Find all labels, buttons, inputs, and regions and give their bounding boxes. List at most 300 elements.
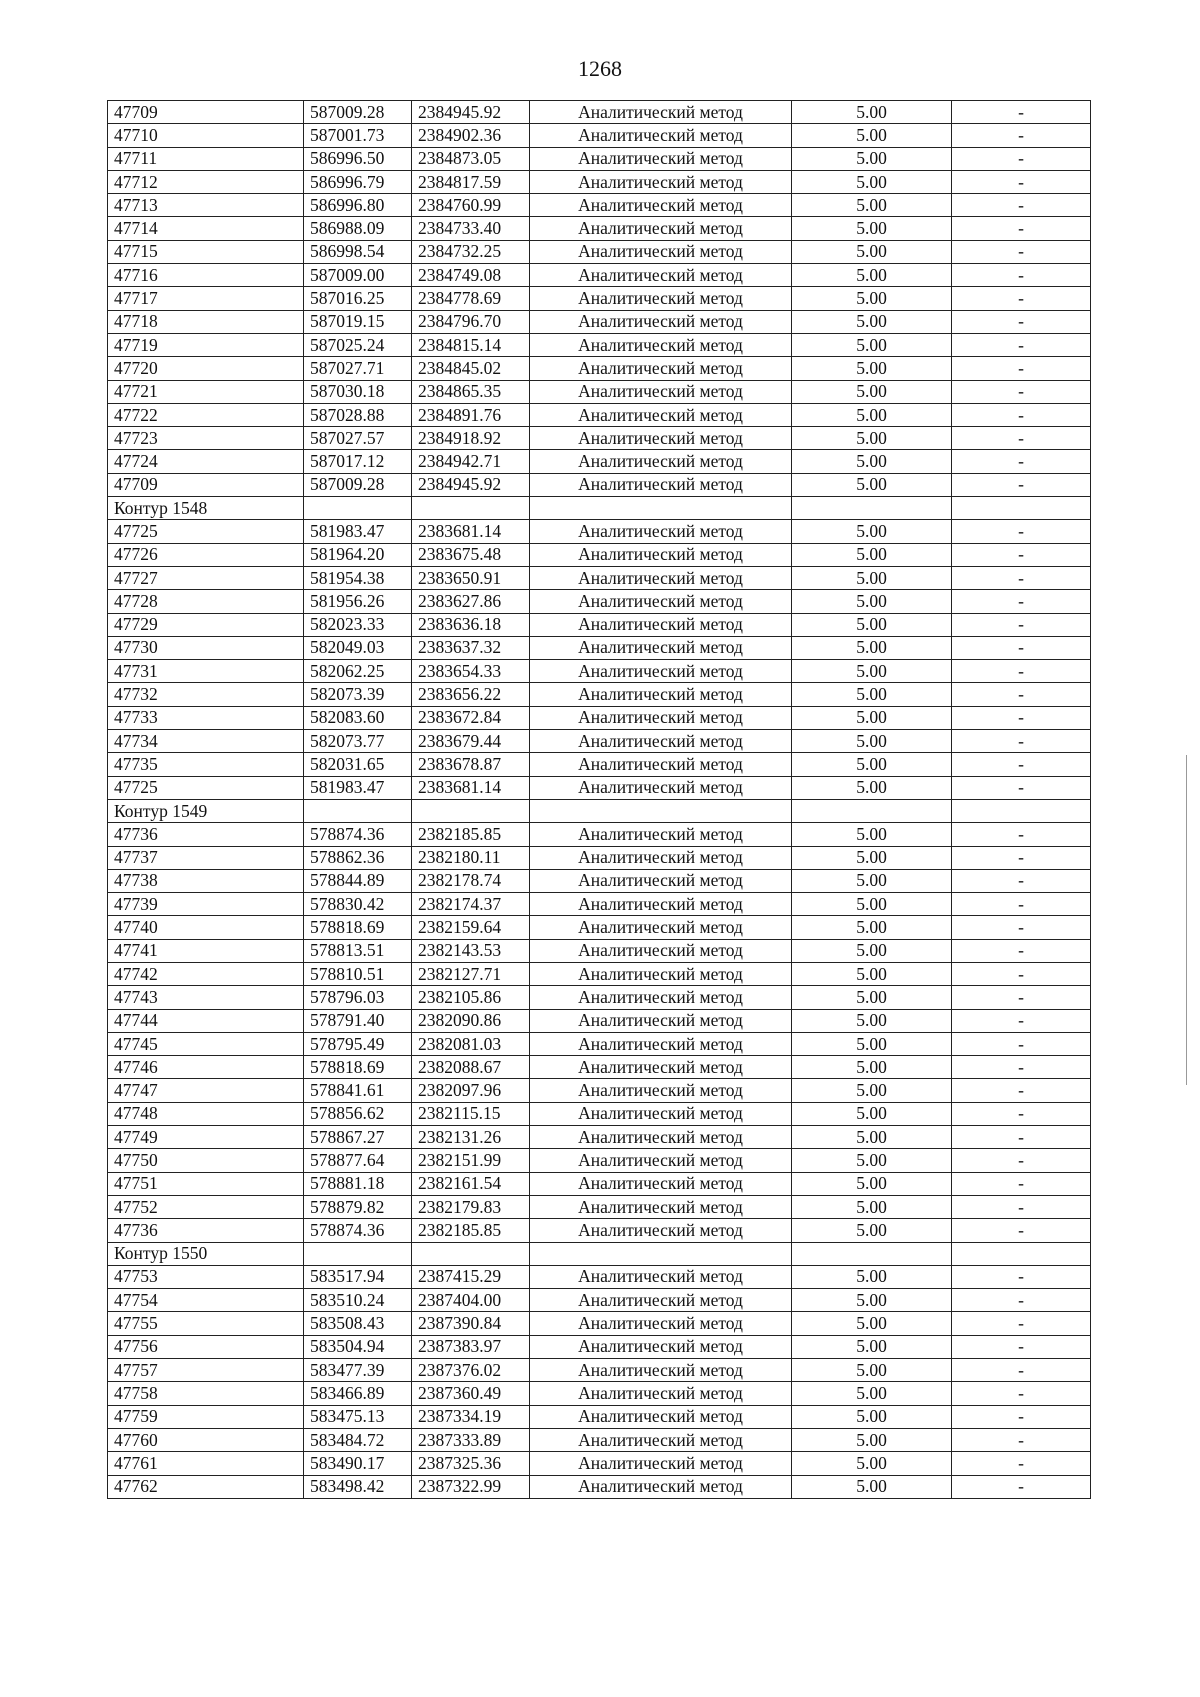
accuracy-cell: 5.00 xyxy=(792,1265,952,1288)
accuracy-cell: 5.00 xyxy=(792,613,952,636)
x-coordinate-cell: 578877.64 xyxy=(304,1149,412,1172)
x-coordinate-cell: 582083.60 xyxy=(304,706,412,729)
dash-cell: - xyxy=(952,660,1091,683)
table-row xyxy=(108,1428,1091,1451)
method-cell: Аналитический метод xyxy=(530,1382,792,1405)
accuracy-cell: 5.00 xyxy=(792,1289,952,1312)
dash-cell: - xyxy=(952,1149,1091,1172)
y-coordinate-cell: 2382131.26 xyxy=(412,1126,530,1149)
accuracy-cell: 5.00 xyxy=(792,450,952,473)
method-cell: Аналитический метод xyxy=(530,287,792,310)
dash-cell: - xyxy=(952,846,1091,869)
x-coordinate-cell: 587027.71 xyxy=(304,357,412,380)
accuracy-cell: 5.00 xyxy=(792,403,952,426)
x-coordinate-cell: 578874.36 xyxy=(304,1219,412,1242)
method-cell: Аналитический метод xyxy=(530,147,792,170)
dash-cell: - xyxy=(952,1289,1091,1312)
table-row xyxy=(108,543,1091,566)
method-cell: Аналитический метод xyxy=(530,1172,792,1195)
point-id-cell: 47716 xyxy=(108,264,304,287)
x-coordinate-cell: 578862.36 xyxy=(304,846,412,869)
y-coordinate-cell: 2383675.48 xyxy=(412,543,530,566)
empty-cell xyxy=(530,799,792,822)
x-coordinate-cell: 583484.72 xyxy=(304,1428,412,1451)
y-coordinate-cell: 2382081.03 xyxy=(412,1032,530,1055)
dash-cell: - xyxy=(952,916,1091,939)
method-cell: Аналитический метод xyxy=(530,1265,792,1288)
point-id-cell: 47712 xyxy=(108,170,304,193)
contour-header-row xyxy=(108,497,1091,520)
table-row xyxy=(108,287,1091,310)
dash-cell: - xyxy=(952,287,1091,310)
y-coordinate-cell: 2382174.37 xyxy=(412,893,530,916)
method-cell: Аналитический метод xyxy=(530,846,792,869)
method-cell: Аналитический метод xyxy=(530,1195,792,1218)
point-id-cell: 47750 xyxy=(108,1149,304,1172)
x-coordinate-cell: 583475.13 xyxy=(304,1405,412,1428)
x-coordinate-cell: 583510.24 xyxy=(304,1289,412,1312)
y-coordinate-cell: 2387334.19 xyxy=(412,1405,530,1428)
x-coordinate-cell: 578810.51 xyxy=(304,962,412,985)
dash-cell: - xyxy=(952,962,1091,985)
point-id-cell: 47717 xyxy=(108,287,304,310)
accuracy-cell: 5.00 xyxy=(792,986,952,1009)
method-cell: Аналитический метод xyxy=(530,730,792,753)
table-row xyxy=(108,1126,1091,1149)
table-row xyxy=(108,683,1091,706)
dash-cell: - xyxy=(952,1475,1091,1498)
x-coordinate-cell: 586988.09 xyxy=(304,217,412,240)
table-row xyxy=(108,706,1091,729)
table-row xyxy=(108,1009,1091,1032)
x-coordinate-cell: 582023.33 xyxy=(304,613,412,636)
method-cell: Аналитический метод xyxy=(530,893,792,916)
table-row xyxy=(108,1289,1091,1312)
method-cell: Аналитический метод xyxy=(530,403,792,426)
dash-cell: - xyxy=(952,450,1091,473)
table-row xyxy=(108,1032,1091,1055)
method-cell: Аналитический метод xyxy=(530,520,792,543)
method-cell: Аналитический метод xyxy=(530,1219,792,1242)
dash-cell: - xyxy=(952,939,1091,962)
accuracy-cell: 5.00 xyxy=(792,194,952,217)
x-coordinate-cell: 587030.18 xyxy=(304,380,412,403)
x-coordinate-cell: 581956.26 xyxy=(304,590,412,613)
table-row xyxy=(108,217,1091,240)
accuracy-cell: 5.00 xyxy=(792,1335,952,1358)
method-cell: Аналитический метод xyxy=(530,823,792,846)
dash-cell: - xyxy=(952,590,1091,613)
table-row xyxy=(108,240,1091,263)
point-id-cell: 47738 xyxy=(108,869,304,892)
point-id-cell: 47719 xyxy=(108,333,304,356)
table-row xyxy=(108,101,1091,124)
point-id-cell: 47742 xyxy=(108,962,304,985)
accuracy-cell: 5.00 xyxy=(792,1405,952,1428)
point-id-cell: 47753 xyxy=(108,1265,304,1288)
dash-cell: - xyxy=(952,1219,1091,1242)
table-row xyxy=(108,124,1091,147)
accuracy-cell: 5.00 xyxy=(792,124,952,147)
accuracy-cell: 5.00 xyxy=(792,217,952,240)
table-row xyxy=(108,170,1091,193)
accuracy-cell: 5.00 xyxy=(792,1126,952,1149)
y-coordinate-cell: 2387333.89 xyxy=(412,1428,530,1451)
table-row xyxy=(108,380,1091,403)
point-id-cell: 47733 xyxy=(108,706,304,729)
point-id-cell: 47759 xyxy=(108,1405,304,1428)
accuracy-cell: 5.00 xyxy=(792,1475,952,1498)
x-coordinate-cell: 578813.51 xyxy=(304,939,412,962)
point-id-cell: 47746 xyxy=(108,1056,304,1079)
x-coordinate-cell: 586996.80 xyxy=(304,194,412,217)
method-cell: Аналитический метод xyxy=(530,1032,792,1055)
point-id-cell: 47725 xyxy=(108,776,304,799)
dash-cell: - xyxy=(952,170,1091,193)
x-coordinate-cell: 578818.69 xyxy=(304,1056,412,1079)
x-coordinate-cell: 582073.77 xyxy=(304,730,412,753)
y-coordinate-cell: 2387390.84 xyxy=(412,1312,530,1335)
y-coordinate-cell: 2382159.64 xyxy=(412,916,530,939)
point-id-cell: 47710 xyxy=(108,124,304,147)
x-coordinate-cell: 581954.38 xyxy=(304,566,412,589)
x-coordinate-cell: 587009.00 xyxy=(304,264,412,287)
accuracy-cell: 5.00 xyxy=(792,1172,952,1195)
point-id-cell: 47756 xyxy=(108,1335,304,1358)
x-coordinate-cell: 578867.27 xyxy=(304,1126,412,1149)
method-cell: Аналитический метод xyxy=(530,333,792,356)
y-coordinate-cell: 2384865.35 xyxy=(412,380,530,403)
method-cell: Аналитический метод xyxy=(530,776,792,799)
method-cell: Аналитический метод xyxy=(530,1102,792,1125)
point-id-cell: 47761 xyxy=(108,1452,304,1475)
y-coordinate-cell: 2383627.86 xyxy=(412,590,530,613)
x-coordinate-cell: 586996.79 xyxy=(304,170,412,193)
contour-label: Контур 1548 xyxy=(108,497,304,520)
dash-cell: - xyxy=(952,730,1091,753)
point-id-cell: 47730 xyxy=(108,636,304,659)
table-row xyxy=(108,916,1091,939)
method-cell: Аналитический метод xyxy=(530,1126,792,1149)
y-coordinate-cell: 2387415.29 xyxy=(412,1265,530,1288)
accuracy-cell: 5.00 xyxy=(792,893,952,916)
y-coordinate-cell: 2384891.76 xyxy=(412,403,530,426)
y-coordinate-cell: 2382161.54 xyxy=(412,1172,530,1195)
dash-cell: - xyxy=(952,776,1091,799)
dash-cell: - xyxy=(952,986,1091,1009)
coordinates-table xyxy=(107,100,1091,1499)
x-coordinate-cell: 586996.50 xyxy=(304,147,412,170)
point-id-cell: 47757 xyxy=(108,1359,304,1382)
accuracy-cell: 5.00 xyxy=(792,357,952,380)
accuracy-cell: 5.00 xyxy=(792,1382,952,1405)
table-row xyxy=(108,1079,1091,1102)
table-row xyxy=(108,636,1091,659)
point-id-cell: 47728 xyxy=(108,590,304,613)
accuracy-cell: 5.00 xyxy=(792,240,952,263)
y-coordinate-cell: 2384817.59 xyxy=(412,170,530,193)
dash-cell: - xyxy=(952,520,1091,543)
accuracy-cell: 5.00 xyxy=(792,566,952,589)
dash-cell: - xyxy=(952,1102,1091,1125)
x-coordinate-cell: 582062.25 xyxy=(304,660,412,683)
y-coordinate-cell: 2384733.40 xyxy=(412,217,530,240)
point-id-cell: 47760 xyxy=(108,1428,304,1451)
accuracy-cell: 5.00 xyxy=(792,1219,952,1242)
scan-edge-line xyxy=(1186,755,1187,1085)
y-coordinate-cell: 2382179.83 xyxy=(412,1195,530,1218)
point-id-cell: 47736 xyxy=(108,1219,304,1242)
table-row xyxy=(108,1405,1091,1428)
y-coordinate-cell: 2383656.22 xyxy=(412,683,530,706)
y-coordinate-cell: 2383654.33 xyxy=(412,660,530,683)
empty-cell xyxy=(412,1242,530,1265)
point-id-cell: 47725 xyxy=(108,520,304,543)
point-id-cell: 47744 xyxy=(108,1009,304,1032)
method-cell: Аналитический метод xyxy=(530,1452,792,1475)
point-id-cell: 47711 xyxy=(108,147,304,170)
method-cell: Аналитический метод xyxy=(530,1289,792,1312)
empty-cell xyxy=(304,799,412,822)
x-coordinate-cell: 578881.18 xyxy=(304,1172,412,1195)
x-coordinate-cell: 583477.39 xyxy=(304,1359,412,1382)
dash-cell: - xyxy=(952,310,1091,333)
table-row xyxy=(108,450,1091,473)
x-coordinate-cell: 587016.25 xyxy=(304,287,412,310)
point-id-cell: 47741 xyxy=(108,939,304,962)
accuracy-cell: 5.00 xyxy=(792,916,952,939)
dash-cell: - xyxy=(952,380,1091,403)
point-id-cell: 47739 xyxy=(108,893,304,916)
x-coordinate-cell: 578879.82 xyxy=(304,1195,412,1218)
point-id-cell: 47755 xyxy=(108,1312,304,1335)
x-coordinate-cell: 587028.88 xyxy=(304,403,412,426)
method-cell: Аналитический метод xyxy=(530,753,792,776)
table-row xyxy=(108,730,1091,753)
empty-cell xyxy=(304,1242,412,1265)
table-row xyxy=(108,776,1091,799)
x-coordinate-cell: 587001.73 xyxy=(304,124,412,147)
x-coordinate-cell: 578818.69 xyxy=(304,916,412,939)
point-id-cell: 47735 xyxy=(108,753,304,776)
x-coordinate-cell: 583498.42 xyxy=(304,1475,412,1498)
y-coordinate-cell: 2382178.74 xyxy=(412,869,530,892)
point-id-cell: 47718 xyxy=(108,310,304,333)
method-cell: Аналитический метод xyxy=(530,1428,792,1451)
x-coordinate-cell: 587019.15 xyxy=(304,310,412,333)
accuracy-cell: 5.00 xyxy=(792,660,952,683)
method-cell: Аналитический метод xyxy=(530,124,792,147)
accuracy-cell: 5.00 xyxy=(792,730,952,753)
table-row xyxy=(108,823,1091,846)
point-id-cell: 47747 xyxy=(108,1079,304,1102)
method-cell: Аналитический метод xyxy=(530,869,792,892)
y-coordinate-cell: 2384749.08 xyxy=(412,264,530,287)
accuracy-cell: 5.00 xyxy=(792,147,952,170)
dash-cell: - xyxy=(952,1056,1091,1079)
y-coordinate-cell: 2384778.69 xyxy=(412,287,530,310)
dash-cell: - xyxy=(952,473,1091,496)
method-cell: Аналитический метод xyxy=(530,217,792,240)
dash-cell: - xyxy=(952,1452,1091,1475)
method-cell: Аналитический метод xyxy=(530,939,792,962)
method-cell: Аналитический метод xyxy=(530,683,792,706)
table-row xyxy=(108,194,1091,217)
method-cell: Аналитический метод xyxy=(530,310,792,333)
y-coordinate-cell: 2384732.25 xyxy=(412,240,530,263)
point-id-cell: 47736 xyxy=(108,823,304,846)
table-row xyxy=(108,846,1091,869)
y-coordinate-cell: 2382151.99 xyxy=(412,1149,530,1172)
x-coordinate-cell: 582073.39 xyxy=(304,683,412,706)
y-coordinate-cell: 2384796.70 xyxy=(412,310,530,333)
dash-cell: - xyxy=(952,869,1091,892)
accuracy-cell: 5.00 xyxy=(792,264,952,287)
table-row xyxy=(108,753,1091,776)
dash-cell: - xyxy=(952,1405,1091,1428)
y-coordinate-cell: 2387322.99 xyxy=(412,1475,530,1498)
x-coordinate-cell: 583490.17 xyxy=(304,1452,412,1475)
dash-cell: - xyxy=(952,1009,1091,1032)
method-cell: Аналитический метод xyxy=(530,1405,792,1428)
point-id-cell: 47758 xyxy=(108,1382,304,1405)
table-row xyxy=(108,1452,1091,1475)
y-coordinate-cell: 2384873.05 xyxy=(412,147,530,170)
y-coordinate-cell: 2383681.14 xyxy=(412,776,530,799)
point-id-cell: 47727 xyxy=(108,566,304,589)
y-coordinate-cell: 2384942.71 xyxy=(412,450,530,473)
table-row xyxy=(108,962,1091,985)
empty-cell xyxy=(952,497,1091,520)
x-coordinate-cell: 587017.12 xyxy=(304,450,412,473)
contour-header-row xyxy=(108,1242,1091,1265)
method-cell: Аналитический метод xyxy=(530,706,792,729)
empty-cell xyxy=(792,497,952,520)
point-id-cell: 47722 xyxy=(108,403,304,426)
empty-cell xyxy=(952,1242,1091,1265)
dash-cell: - xyxy=(952,1382,1091,1405)
y-coordinate-cell: 2382097.96 xyxy=(412,1079,530,1102)
x-coordinate-cell: 578856.62 xyxy=(304,1102,412,1125)
dash-cell: - xyxy=(952,333,1091,356)
y-coordinate-cell: 2382115.15 xyxy=(412,1102,530,1125)
x-coordinate-cell: 583508.43 xyxy=(304,1312,412,1335)
x-coordinate-cell: 578844.89 xyxy=(304,869,412,892)
y-coordinate-cell: 2382127.71 xyxy=(412,962,530,985)
accuracy-cell: 5.00 xyxy=(792,846,952,869)
y-coordinate-cell: 2382090.86 xyxy=(412,1009,530,1032)
point-id-cell: 47740 xyxy=(108,916,304,939)
empty-cell xyxy=(412,497,530,520)
table-row xyxy=(108,1056,1091,1079)
method-cell: Аналитический метод xyxy=(530,1335,792,1358)
accuracy-cell: 5.00 xyxy=(792,380,952,403)
empty-cell xyxy=(952,799,1091,822)
point-id-cell: 47754 xyxy=(108,1289,304,1312)
accuracy-cell: 5.00 xyxy=(792,869,952,892)
y-coordinate-cell: 2387383.97 xyxy=(412,1335,530,1358)
dash-cell: - xyxy=(952,1428,1091,1451)
accuracy-cell: 5.00 xyxy=(792,287,952,310)
x-coordinate-cell: 578841.61 xyxy=(304,1079,412,1102)
accuracy-cell: 5.00 xyxy=(792,683,952,706)
accuracy-cell: 5.00 xyxy=(792,310,952,333)
x-coordinate-cell: 582031.65 xyxy=(304,753,412,776)
contour-header-row xyxy=(108,799,1091,822)
accuracy-cell: 5.00 xyxy=(792,753,952,776)
accuracy-cell: 5.00 xyxy=(792,776,952,799)
point-id-cell: 47714 xyxy=(108,217,304,240)
method-cell: Аналитический метод xyxy=(530,566,792,589)
dash-cell: - xyxy=(952,753,1091,776)
accuracy-cell: 5.00 xyxy=(792,1452,952,1475)
table-row xyxy=(108,986,1091,1009)
accuracy-cell: 5.00 xyxy=(792,590,952,613)
method-cell: Аналитический метод xyxy=(530,543,792,566)
point-id-cell: 47737 xyxy=(108,846,304,869)
accuracy-cell: 5.00 xyxy=(792,706,952,729)
dash-cell: - xyxy=(952,706,1091,729)
dash-cell: - xyxy=(952,217,1091,240)
point-id-cell: 47734 xyxy=(108,730,304,753)
method-cell: Аналитический метод xyxy=(530,1312,792,1335)
y-coordinate-cell: 2384845.02 xyxy=(412,357,530,380)
dash-cell: - xyxy=(952,357,1091,380)
accuracy-cell: 5.00 xyxy=(792,823,952,846)
table-row xyxy=(108,1172,1091,1195)
x-coordinate-cell: 583517.94 xyxy=(304,1265,412,1288)
coordinates-table-body xyxy=(108,101,1091,1499)
method-cell: Аналитический метод xyxy=(530,636,792,659)
x-coordinate-cell: 587009.28 xyxy=(304,101,412,124)
accuracy-cell: 5.00 xyxy=(792,427,952,450)
table-row xyxy=(108,1312,1091,1335)
point-id-cell: 47709 xyxy=(108,101,304,124)
table-row xyxy=(108,264,1091,287)
dash-cell: - xyxy=(952,683,1091,706)
y-coordinate-cell: 2384815.14 xyxy=(412,333,530,356)
point-id-cell: 47732 xyxy=(108,683,304,706)
point-id-cell: 47723 xyxy=(108,427,304,450)
table-row xyxy=(108,869,1091,892)
accuracy-cell: 5.00 xyxy=(792,1149,952,1172)
table-row xyxy=(108,1475,1091,1498)
accuracy-cell: 5.00 xyxy=(792,1312,952,1335)
point-id-cell: 47709 xyxy=(108,473,304,496)
point-id-cell: 47749 xyxy=(108,1126,304,1149)
method-cell: Аналитический метод xyxy=(530,473,792,496)
method-cell: Аналитический метод xyxy=(530,101,792,124)
dash-cell: - xyxy=(952,1172,1091,1195)
table-row xyxy=(108,893,1091,916)
x-coordinate-cell: 587027.57 xyxy=(304,427,412,450)
x-coordinate-cell: 578791.40 xyxy=(304,1009,412,1032)
point-id-cell: 47731 xyxy=(108,660,304,683)
dash-cell: - xyxy=(952,1126,1091,1149)
table-row xyxy=(108,357,1091,380)
y-coordinate-cell: 2382185.85 xyxy=(412,823,530,846)
y-coordinate-cell: 2383678.87 xyxy=(412,753,530,776)
dash-cell: - xyxy=(952,1032,1091,1055)
method-cell: Аналитический метод xyxy=(530,357,792,380)
table-row xyxy=(108,1219,1091,1242)
table-row xyxy=(108,1382,1091,1405)
empty-cell xyxy=(792,799,952,822)
table-row xyxy=(108,1359,1091,1382)
table-row xyxy=(108,427,1091,450)
accuracy-cell: 5.00 xyxy=(792,1009,952,1032)
point-id-cell: 47715 xyxy=(108,240,304,263)
